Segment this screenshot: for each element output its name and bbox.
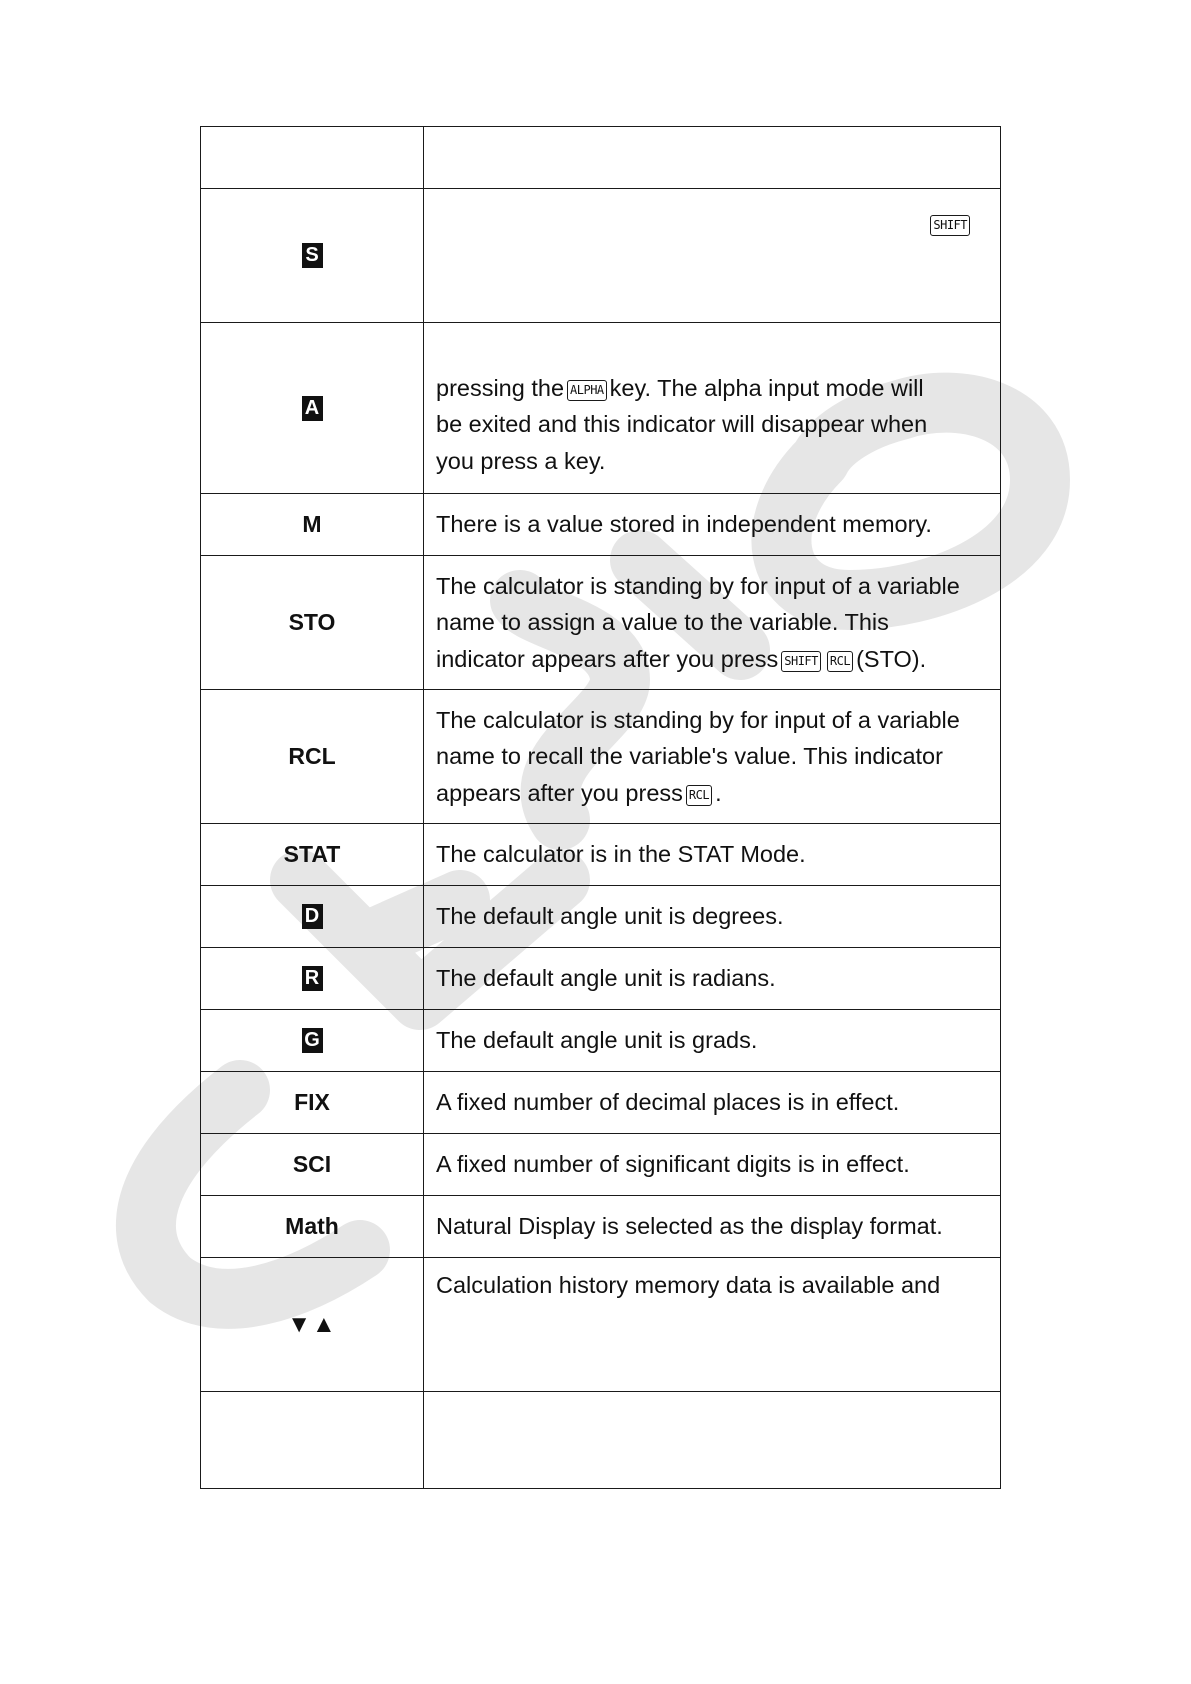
table-row: [201, 556, 1001, 690]
table-row: [201, 1134, 1001, 1196]
indicator-cell: Math: [201, 1196, 424, 1258]
indicator-cell: [201, 1258, 424, 1392]
indicator-cell: STAT: [201, 824, 424, 886]
table-row: [201, 1010, 1001, 1072]
indicator-cell: M: [201, 494, 424, 556]
table-row: [201, 494, 1001, 556]
table-row: [201, 1072, 1001, 1134]
table-row: [201, 948, 1001, 1010]
alpha-indicator-icon: A: [302, 396, 323, 421]
description-cell: The default angle unit is degrees.: [424, 886, 1001, 948]
description-cell: The calculator is standing by for input of a variable name to assign a value to the variable. This indicator appears after you press SHIFT RCL (STO).: [424, 556, 1001, 690]
shift-key-icon: SHIFT: [930, 215, 970, 236]
description-cell: pressing the ALPHA key. The alpha input mode will be exited and this indicator will disappear when you press a key.: [424, 323, 1001, 494]
indicator-cell: [201, 948, 424, 1010]
description-cell: The default angle unit is radians.: [424, 948, 1001, 1010]
description-cell: A fixed number of decimal places is in effect.: [424, 1072, 1001, 1134]
description-cell: Calculation history memory data is available and: [424, 1258, 1001, 1392]
indicator-cell: [201, 886, 424, 948]
table-row: [201, 824, 1001, 886]
rcl-key-icon: RCL: [686, 785, 712, 806]
history-arrows-icon: ▼▲: [287, 1310, 337, 1338]
description-cell: [424, 127, 1001, 189]
table-row: [201, 127, 1001, 189]
indicator-table: [200, 126, 1001, 1489]
rcl-key-icon: RCL: [827, 651, 853, 672]
table-row: [201, 323, 1001, 494]
indicator-cell: FIX: [201, 1072, 424, 1134]
shift-key-icon: SHIFT: [781, 651, 821, 672]
table-row: [201, 1258, 1001, 1392]
shift-indicator-icon: S: [302, 243, 323, 268]
indicator-cell: [201, 323, 424, 494]
description-cell: A fixed number of significant digits is in effect.: [424, 1134, 1001, 1196]
description-cell: The calculator is standing by for input of a variable name to recall the variable's value. This indicator appears after you press RCL .: [424, 690, 1001, 824]
table-row: [201, 690, 1001, 824]
indicator-cell: [201, 127, 424, 189]
indicator-cell: [201, 1010, 424, 1072]
description-cell: [424, 1392, 1001, 1489]
grad-indicator-icon: G: [302, 1028, 323, 1053]
indicator-cell: [201, 189, 424, 323]
indicator-cell: SCI: [201, 1134, 424, 1196]
degree-indicator-icon: D: [302, 904, 323, 929]
table-row: [201, 1392, 1001, 1489]
description-cell: The calculator is in the STAT Mode.: [424, 824, 1001, 886]
indicator-cell: STO: [201, 556, 424, 690]
alpha-key-icon: ALPHA: [567, 380, 607, 401]
description-cell: There is a value stored in independent memory.: [424, 494, 1001, 556]
indicator-cell: RCL: [201, 690, 424, 824]
table-row: [201, 886, 1001, 948]
description-cell: [424, 189, 1001, 323]
table-row: [201, 1196, 1001, 1258]
description-cell: The default angle unit is grads.: [424, 1010, 1001, 1072]
radian-indicator-icon: R: [302, 966, 323, 991]
description-cell: Natural Display is selected as the display format.: [424, 1196, 1001, 1258]
table-row: [201, 189, 1001, 323]
indicator-cell: [201, 1392, 424, 1489]
